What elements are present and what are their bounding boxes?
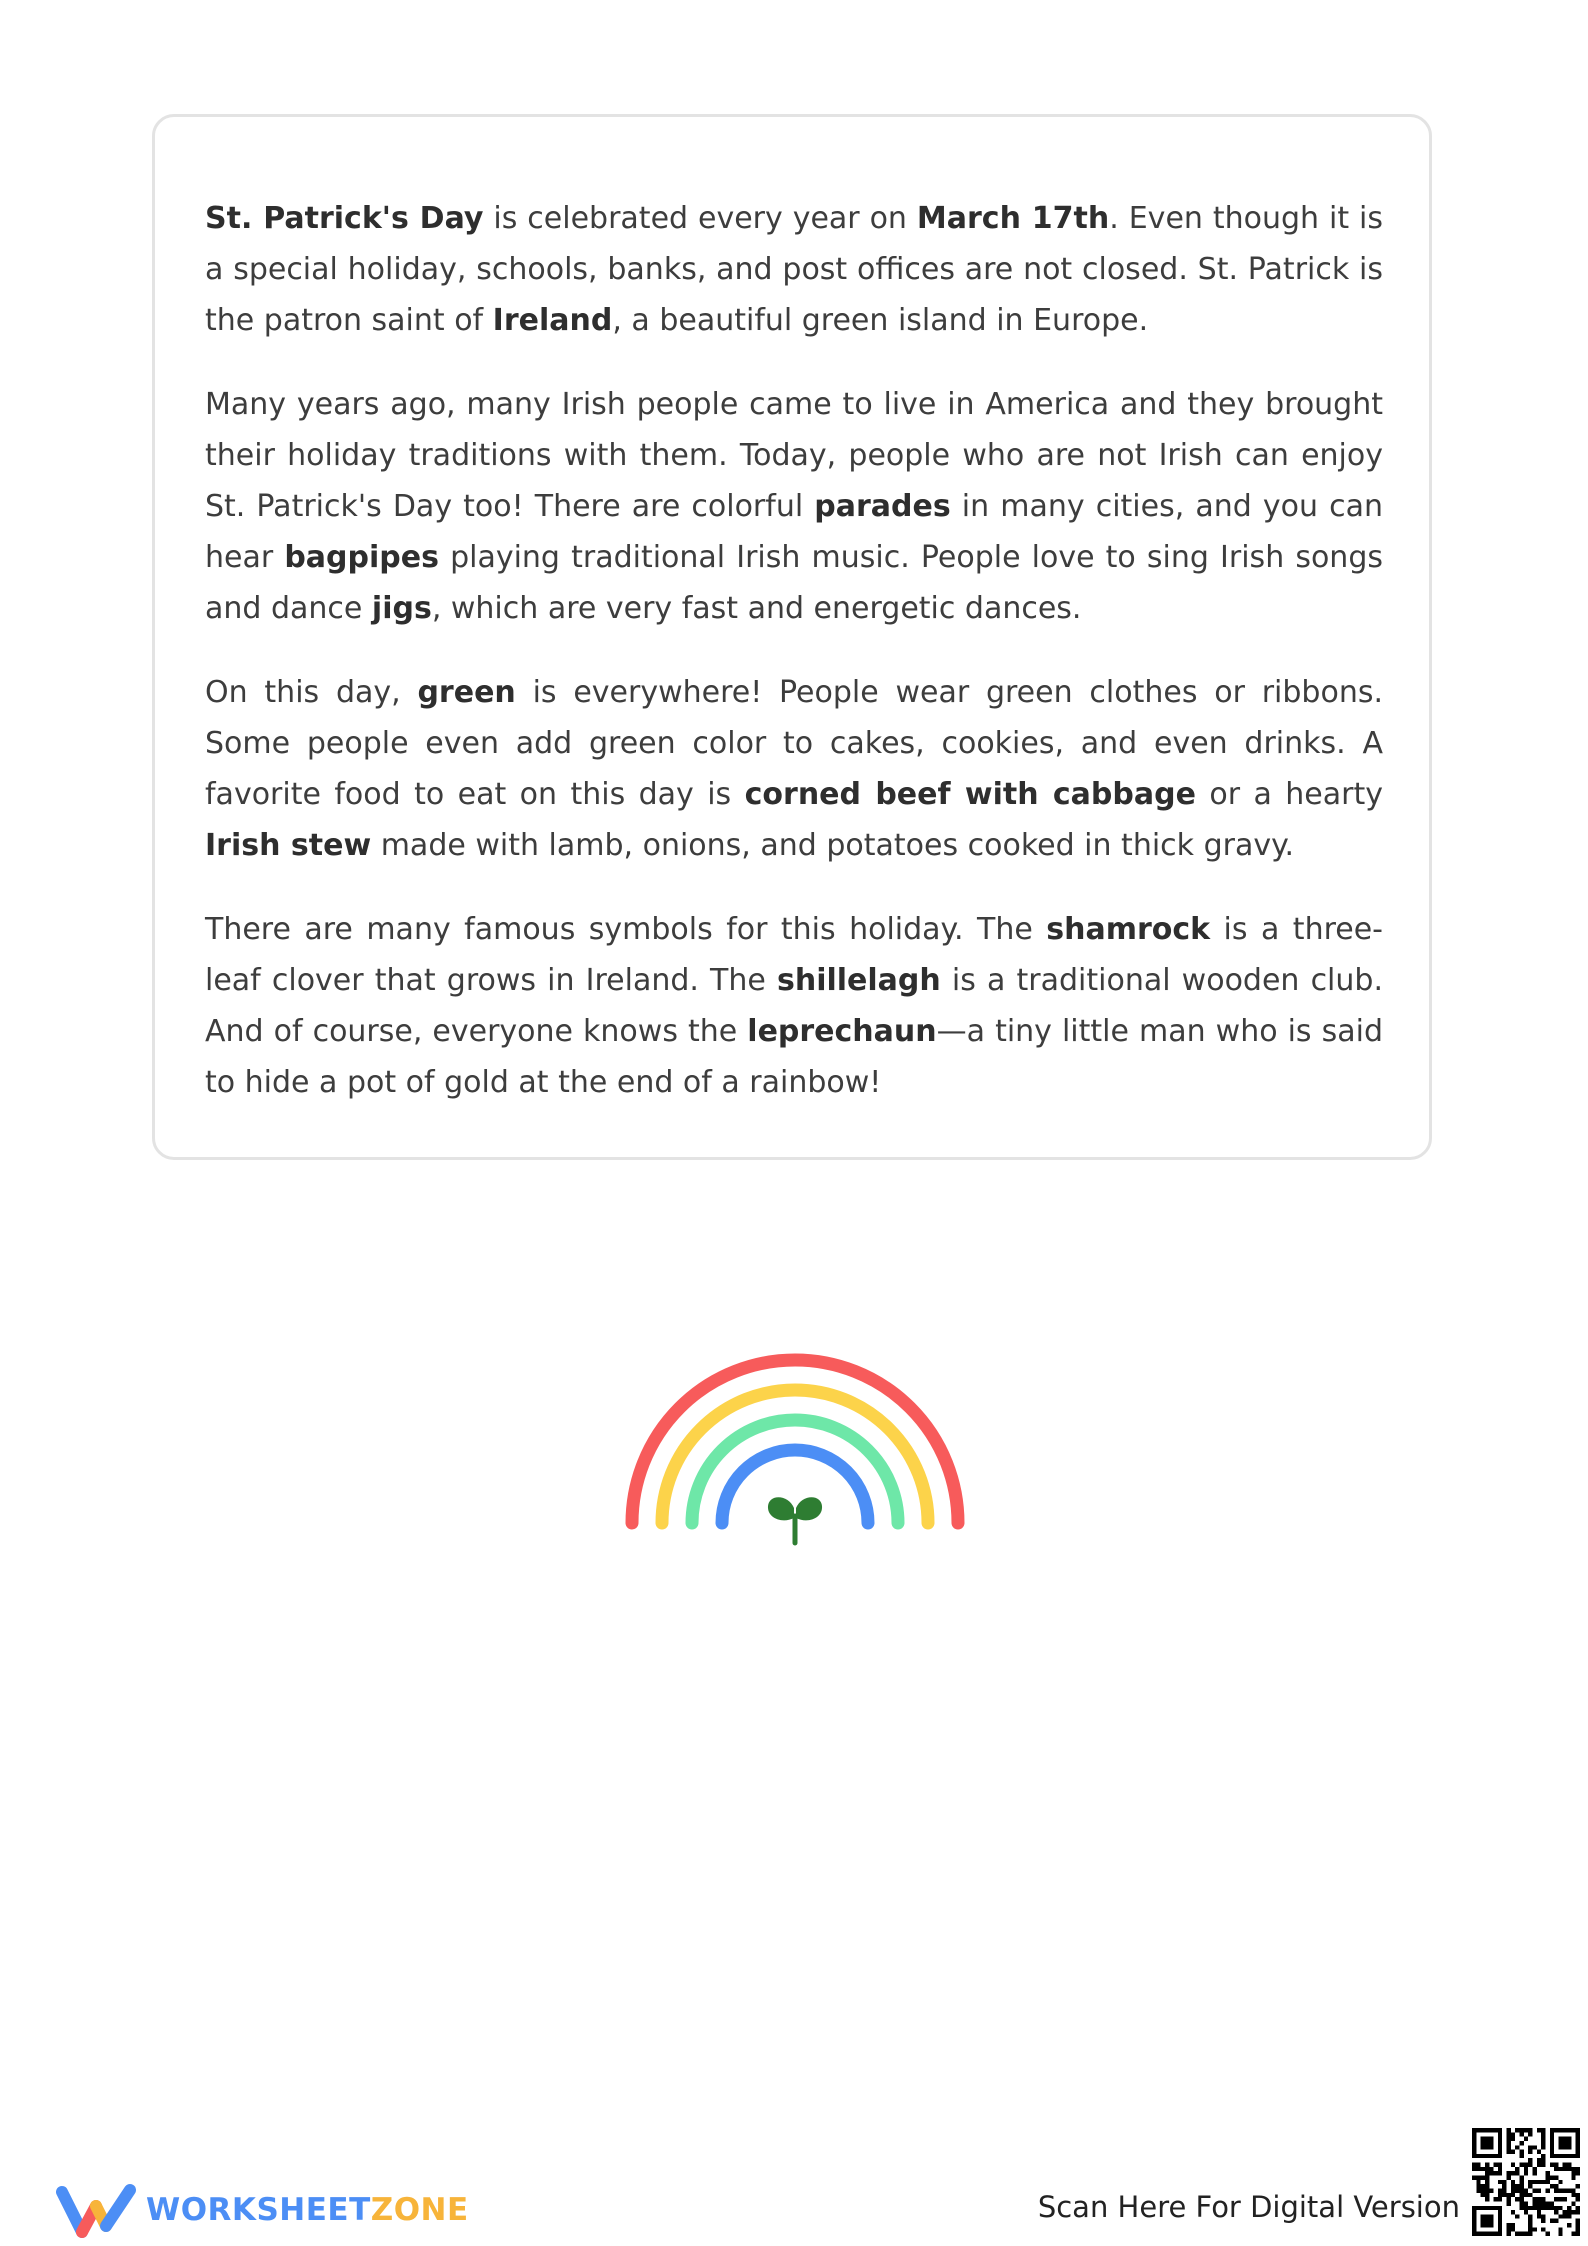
logo-text-zone: ZONE [370,2192,469,2228]
text-segment: made with lamb, onions, and potatoes cooked in thick gravy. [371,828,1295,863]
bold-term: corned beef with cabbage [744,777,1196,812]
paragraph [205,667,1383,871]
bold-term: parades [814,489,951,524]
worksheetzone-logo-mark-icon [56,2180,138,2240]
text-segment: . Even though it is a special holiday, schools, banks, and post offices are not closed. St. Patrick is the patron saint of [205,201,1383,338]
text-segment: is a traditional wooden club. And of course, everyone knows the [205,963,1383,1049]
text-segment: is a three-leaf clover that grows in Ireland. The [205,912,1383,998]
worksheetzone-logo[interactable] [56,2178,469,2242]
sprout-icon [768,1497,822,1543]
reading-passage-card [152,114,1432,1160]
logo-text-worksheet: WORKSHEET [146,2192,371,2228]
bold-term: leprechaun [747,1014,937,1049]
text-segment: playing traditional Irish music. People love to sing Irish songs and dance [205,540,1383,626]
reading-passage [205,193,1383,1141]
text-segment: or a hearty [1195,777,1383,812]
bold-term: shamrock [1046,912,1211,947]
bold-term: green [417,675,516,710]
bold-term: shillelagh [776,963,941,998]
qr-code-icon[interactable] [1472,2128,1580,2236]
text-segment: is everywhere! People wear green clothes or ribbons. Some people even add green color to cakes, cookies, and even drinks. A favorite food to eat on this day is [205,675,1383,812]
paragraph [205,193,1383,346]
text-segment: , which are very fast and energetic dances. [431,591,1082,626]
bold-term: St. Patrick's Day [205,201,484,236]
text-segment: On this day, [205,675,418,710]
bold-term: Ireland [492,303,613,338]
scan-instruction: Scan Here For Digital Version [1037,2190,1460,2224]
text-segment: , a beautiful green island in Europe. [612,303,1149,338]
text-segment: —a tiny little man who is said to hide a pot of gold at the end of a rainbow! [205,1014,1383,1100]
text-segment: is celebrated every year on [483,201,917,236]
bold-term: jigs [371,591,432,626]
logo-wordmark [146,2192,469,2228]
bold-term: Irish stew [205,828,372,863]
rainbow-with-sprout-icon [620,1336,970,1556]
text-segment: in many cities, and you can hear [205,489,1383,575]
paragraph [205,904,1383,1108]
rainbow-band-blue [722,1450,868,1523]
bold-term: bagpipes [284,540,439,575]
text-segment: Many years ago, many Irish people came to live in America and they brought their holiday traditions with them. Today, people who are not Irish can enjoy St. Patrick's Day too! There are colorful [205,387,1383,524]
text-segment: There are many famous symbols for this holiday. The [205,912,1047,947]
bold-term: March 17th [916,201,1110,236]
paragraph [205,379,1383,634]
